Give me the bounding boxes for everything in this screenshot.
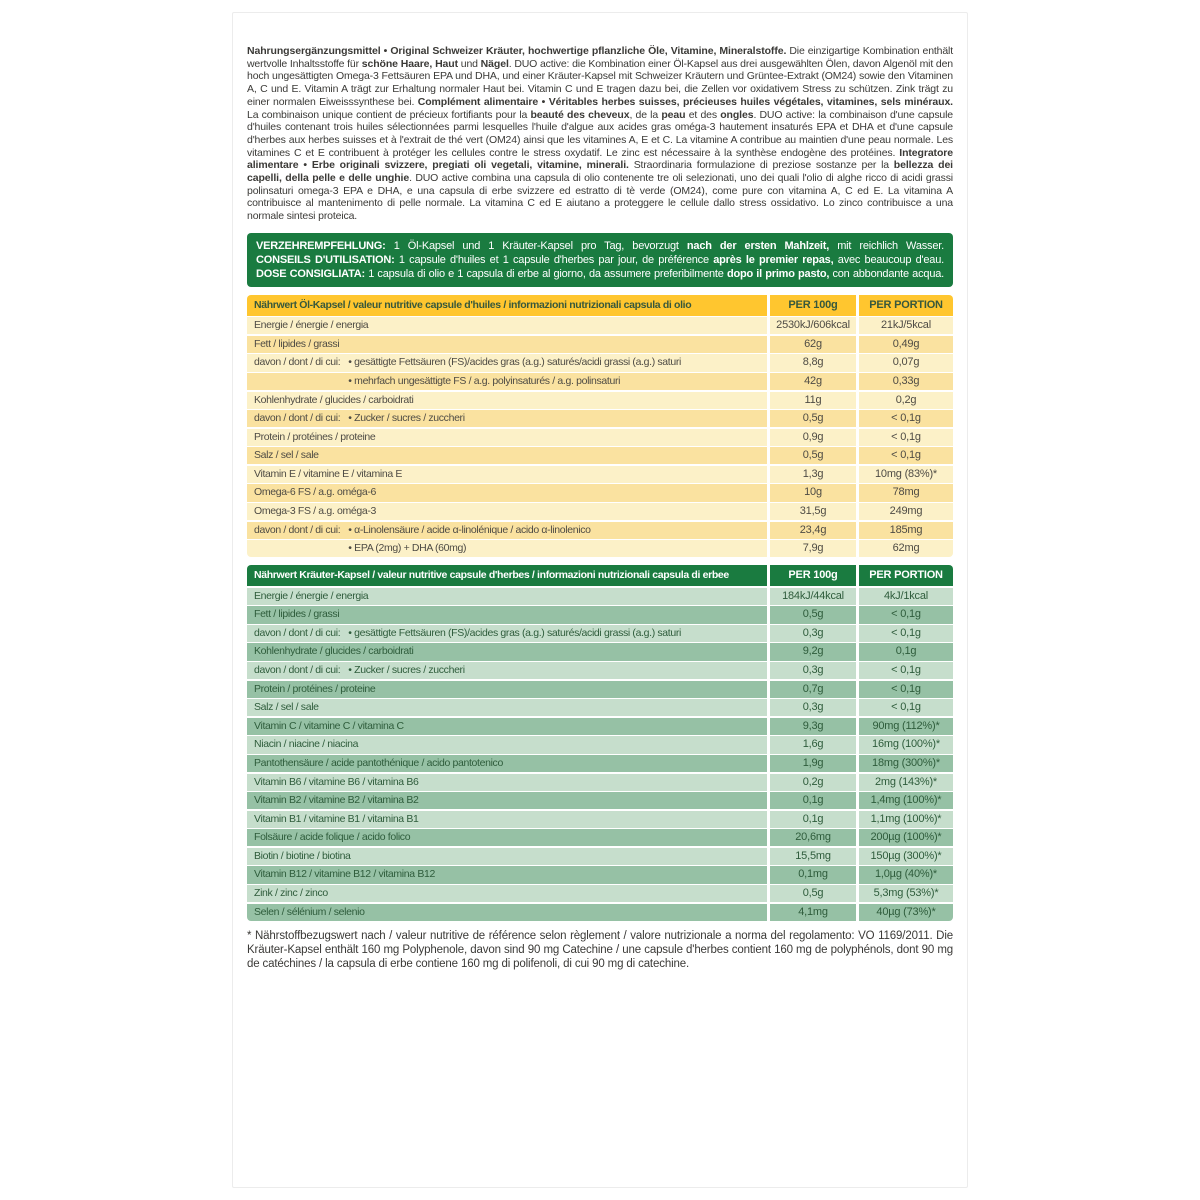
text-segment: . DUO active: la combinaison d'une capsule d'huiles contenant trois huiles sélectionnées parmi lesquelles l'huile d'algue aux acides gras oméga-3 hautement insaturés EPA et DHA et d'une capsule d'herbes aux herbes suisses et à l'extrait de thé vert (OM24) ainsi que les vitamines A, E et C. La vitamine A contribue au maintien d'une peau normale. Les vitamines C et E contribuent à protéger les cellules contre le stress oxydatif. Le zinc est nécessaire à la synthèse endogène des protéines. (247, 108, 953, 159)
value-per-portion: 21kJ/5kcal (859, 317, 953, 334)
row-label-text: • gesättigte Fettsäuren (FS)/acides gras (a.g.) saturés/acidi grassi (a.g.) saturi (348, 626, 681, 639)
table-row (247, 392, 953, 409)
row-label-prefix: davon / dont / di cui: (254, 412, 341, 425)
table-row (247, 643, 953, 660)
value-per-100g: 9,3g (770, 718, 856, 735)
label-content (247, 13, 953, 971)
text-segment: 1 capsule d'huiles et 1 capsule d'herbes par jour, de préférence (394, 253, 714, 266)
value-per-100g: 0,3g (770, 699, 856, 716)
text-segment: La combinaison unique contient de précieux fortifiants pour la (247, 108, 531, 121)
text-segment: . DUO active combina una capsula di olio contenente tre oli selezionati, uno dei quali l'olio di alghe ricco di acidi grassi polinsaturi omega-3 EPA e DHA, e una capsula di erbe svizzere ed estratto di tè verde (OM24), come pure con vitamina A, C ed E. La vitamina A contribuisce al mantenimento di pelle normale. La vitamina C ed E aiutano a proteggere le cellule dallo stress ossidativo. Lo zinco contribuisce a una normale sintesi proteica. (247, 172, 953, 223)
row-label (247, 373, 767, 390)
value-per-portion: 0,1g (859, 643, 953, 660)
row-label-prefix: davon / dont / di cui: (254, 626, 341, 639)
table-row (247, 484, 953, 501)
row-label (247, 866, 767, 883)
value-per-100g: 31,5g (770, 503, 856, 520)
table-row (247, 848, 953, 865)
row-label (247, 792, 767, 809)
value-per-100g: 10g (770, 484, 856, 501)
table-row (247, 317, 953, 334)
usage-line-german (256, 239, 944, 253)
value-per-100g: 184kJ/44kcal (770, 588, 856, 605)
value-per-portion: 18mg (300%)* (859, 755, 953, 772)
row-label (247, 829, 767, 846)
row-label (247, 625, 767, 642)
row-label-text: Kohlenhydrate / glucides / carboidrati (254, 393, 414, 406)
value-per-100g: 15,5mg (770, 848, 856, 865)
value-per-100g: 23,4g (770, 522, 856, 539)
text-segment: con abbondante acqua. (829, 267, 945, 280)
row-label-text: Salz / sel / sale (254, 701, 319, 714)
herb-nutrition-table (247, 565, 953, 920)
row-label (247, 466, 767, 483)
text-segment: Straordinaria formulazione di preziose sostanze per la (628, 159, 894, 172)
value-per-portion: 249mg (859, 503, 953, 520)
row-label-text: Niacin / niacine / niacina (254, 738, 359, 751)
bold-text-segment: dopo il primo pasto, (726, 267, 830, 280)
row-label-text: Vitamin C / vitamine C / vitamina C (254, 719, 404, 732)
table-row (247, 699, 953, 716)
value-per-100g: 62g (770, 336, 856, 353)
oil-table-title: Nährwert Öl-Kapsel / valeur nutritive capsule d'huiles / informazioni nutrizionali capsula di olio (247, 295, 767, 316)
value-per-portion: 40µg (73%)* (859, 904, 953, 921)
value-per-100g: 1,6g (770, 736, 856, 753)
value-per-100g: 7,9g (770, 540, 856, 557)
herb-table-col-per100g: PER 100g (770, 565, 856, 586)
oil-table-rows (247, 317, 953, 557)
value-per-100g: 1,9g (770, 755, 856, 772)
row-label-text: Zink / zinc / zinco (254, 887, 328, 899)
value-per-portion: < 0,1g (859, 447, 953, 464)
table-row (247, 774, 953, 791)
value-per-100g: 4,1mg (770, 904, 856, 921)
bold-text-segment: Nahrungsergänzungsmittel • Original Schweizer Kräuter, hochwertige pflanzliche Öle, Vitamine, Mineralstoffe. (247, 45, 787, 57)
product-description (247, 45, 953, 223)
value-per-portion: 1,1mg (100%)* (859, 811, 953, 828)
value-per-100g: 0,2g (770, 774, 856, 791)
bold-text-segment: après le premier repas, (713, 253, 834, 266)
bold-text-segment: Complément alimentaire • Véritables herbes suisses, précieuses huiles végétales, vitamines, sels minéraux. (417, 95, 953, 108)
row-label (247, 484, 767, 501)
row-label (247, 699, 767, 716)
row-label-prefix: davon / dont / di cui: (254, 356, 341, 369)
row-label (247, 503, 767, 520)
value-per-100g: 0,1g (770, 792, 856, 809)
bold-text-segment: Nägel (480, 57, 509, 70)
value-per-100g: 0,5g (770, 447, 856, 464)
value-per-100g: 1,3g (770, 466, 856, 483)
table-row (247, 662, 953, 679)
row-label (247, 885, 767, 902)
row-label (247, 317, 767, 334)
row-label (247, 904, 767, 921)
value-per-100g: 2530kJ/606kcal (770, 317, 856, 334)
oil-table-col-per100g: PER 100g (770, 295, 856, 316)
table-row (247, 429, 953, 446)
bold-text-segment: DOSE CONSIGLIATA: (256, 267, 366, 280)
value-per-100g: 0,9g (770, 429, 856, 446)
value-per-100g: 8,8g (770, 354, 856, 371)
table-row (247, 410, 953, 427)
value-per-portion: 10mg (83%)* (859, 466, 953, 483)
row-label (247, 848, 767, 865)
row-label (247, 410, 767, 427)
bold-text-segment: peau (661, 108, 686, 121)
value-per-100g: 0,3g (770, 625, 856, 642)
table-row (247, 811, 953, 828)
text-segment: * Nährstoffbezugswert nach / valeur nutritive de référence selon règlement / valore nutrizionale a norma del regolamento: VO 1169/2011. Die Kräuter-Kapsel enthält 160 mg Polyphenole, davon sind 90 mg Catechine / une capsule d'herbes contient 160 mg de polyphénols, dont 90 mg de catéchines / la capsula di erbe contiene 160 mg di polifenoli, di cui 90 mg di catechine. (247, 929, 953, 971)
row-label (247, 755, 767, 772)
row-label (247, 811, 767, 828)
row-label (247, 681, 767, 698)
usage-line-french (256, 253, 944, 267)
row-label-text: Fett / lipides / grassi (254, 608, 340, 621)
value-per-100g: 9,2g (770, 643, 856, 660)
table-row (247, 866, 953, 883)
value-per-portion: 0,33g (859, 373, 953, 390)
herb-table-rows (247, 588, 953, 921)
row-label-text: Omega-3 FS / a.g. oméga-3 (254, 505, 376, 518)
row-label-text: Energie / énergie / energia (254, 319, 369, 332)
row-label-text: Omega-6 FS / a.g. oméga-6 (254, 486, 376, 499)
value-per-portion: 0,2g (859, 392, 953, 409)
value-per-portion: 150µg (300%)* (859, 848, 953, 865)
value-per-100g: 0,5g (770, 410, 856, 427)
nutrition-footnote (247, 929, 953, 972)
row-label-text: Selen / sélénium / selenio (254, 905, 365, 918)
row-label-text: • mehrfach ungesättigte FS / a.g. polyinsaturés / a.g. polinsaturi (348, 374, 621, 387)
value-per-portion: < 0,1g (859, 429, 953, 446)
value-per-portion: 2mg (143%)* (859, 774, 953, 791)
value-per-portion: < 0,1g (859, 662, 953, 679)
value-per-portion: 90mg (112%)* (859, 718, 953, 735)
text-segment: et des (685, 108, 721, 121)
row-label-text: • Zucker / sucres / zuccheri (348, 664, 465, 677)
row-label (247, 429, 767, 446)
table-row (247, 606, 953, 623)
value-per-portion: 200µg (100%)* (859, 829, 953, 846)
herb-table-title: Nährwert Kräuter-Kapsel / valeur nutritive capsule d'herbes / informazioni nutrizionali capsula di erbee (247, 565, 767, 586)
row-label-text: Folsäure / acide folique / acido folico (254, 831, 411, 844)
value-per-100g: 42g (770, 373, 856, 390)
oil-nutrition-table (247, 295, 953, 558)
row-label (247, 588, 767, 605)
table-row (247, 755, 953, 772)
herb-table-col-per-portion: PER PORTION (859, 565, 953, 586)
row-label-text: • EPA (2mg) + DHA (60mg) (348, 542, 467, 555)
value-per-portion: 0,49g (859, 336, 953, 353)
row-label (247, 718, 767, 735)
value-per-100g: 0,1g (770, 811, 856, 828)
bold-text-segment: CONSEILS D'UTILISATION: (256, 253, 395, 266)
row-label-text: • Zucker / sucres / zuccheri (348, 412, 465, 425)
value-per-portion: 0,07g (859, 354, 953, 371)
bold-text-segment: nach der ersten Mahlzeit, (686, 239, 830, 252)
row-label-text: Vitamin B12 / vitamine B12 / vitamina B12 (254, 868, 435, 881)
text-segment: und (458, 57, 481, 70)
table-row (247, 522, 953, 539)
value-per-portion: 78mg (859, 484, 953, 501)
row-label-text: Pantothensäure / acide pantothénique / acido pantotenico (254, 756, 503, 769)
table-row (247, 625, 953, 642)
herb-table-header (247, 565, 953, 586)
row-label-text: Vitamin B1 / vitamine B1 / vitamina B1 (254, 812, 419, 825)
value-per-portion: < 0,1g (859, 699, 953, 716)
table-row (247, 829, 953, 846)
value-per-portion: 16mg (100%)* (859, 736, 953, 753)
usage-line-italian (256, 267, 944, 281)
row-label (247, 522, 767, 539)
value-per-100g: 20,6mg (770, 829, 856, 846)
package-back-panel (232, 12, 968, 1188)
usage-instructions-box (247, 233, 953, 287)
bold-text-segment: VERZEHREMPFEHLUNG: (256, 239, 386, 252)
value-per-100g: 0,3g (770, 662, 856, 679)
oil-table-header (247, 295, 953, 316)
value-per-portion: < 0,1g (859, 606, 953, 623)
table-row (247, 354, 953, 371)
value-per-portion: 1,4mg (100%)* (859, 792, 953, 809)
text-segment: , de la (629, 108, 662, 121)
row-label-text: Vitamin B6 / vitamine B6 / vitamina B6 (254, 775, 419, 788)
row-label (247, 392, 767, 409)
value-per-portion: 1,0µg (40%)* (859, 866, 953, 883)
table-row (247, 336, 953, 353)
value-per-100g: 11g (770, 392, 856, 409)
table-row (247, 373, 953, 390)
oil-table-col-per-portion: PER PORTION (859, 295, 953, 316)
table-row (247, 466, 953, 483)
table-row (247, 588, 953, 605)
bold-text-segment: Integratore alimentare • Erbe originali svizzere, pregiati oli vegetali, vitamine, minerali. (247, 146, 953, 172)
row-label (247, 606, 767, 623)
text-segment: . DUO active: die Kombination einer Öl-Kapsel aus drei ausgewählten Ölen, davon Algenöl mit den hoch ungesättigten Omega-3 Fettsäuren EPA und DHA, und einer Kräuter-Kapsel mit Schweizer Kräutern und Grüntee-Extrakt (OM24) sowie den Vitaminen A, C und E. Vitamin A trägt zur Erhaltung normaler Haut bei. Vitamin C und E tragen dazu bei, die Zellen vor oxidativem Stress zu schützen. Zink trägt zu einer normalen Eiweisssynthese bei. (247, 57, 953, 108)
table-row (247, 503, 953, 520)
value-per-100g: 0,7g (770, 681, 856, 698)
row-label (247, 643, 767, 660)
text-segment: mit reichlich Wasser. (829, 239, 944, 252)
row-label-text: Vitamin B2 / vitamine B2 / vitamina B2 (254, 794, 419, 807)
row-label-text: • gesättigte Fettsäuren (FS)/acides gras (a.g.) saturés/acidi grassi (a.g.) saturi (348, 356, 681, 369)
row-label-text: Energie / énergie / energia (254, 589, 369, 602)
row-label-text: • α-Linolensäure / acide α-linolénique / acido α-linolenico (348, 523, 591, 536)
bold-text-segment: ongles (720, 108, 754, 121)
row-label-text: Vitamin E / vitamine E / vitamina E (254, 467, 403, 480)
value-per-portion: < 0,1g (859, 410, 953, 427)
row-label-text: Salz / sel / sale (254, 449, 319, 462)
value-per-100g: 0,1mg (770, 866, 856, 883)
value-per-portion: 5,3mg (53%)* (859, 885, 953, 902)
row-label-text: Kohlenhydrate / glucides / carboidrati (254, 645, 414, 658)
row-label (247, 447, 767, 464)
row-label-text: Fett / lipides / grassi (254, 337, 340, 350)
table-row (247, 792, 953, 809)
table-row (247, 718, 953, 735)
table-row (247, 885, 953, 902)
value-per-portion: < 0,1g (859, 625, 953, 642)
row-label (247, 774, 767, 791)
row-label-prefix: davon / dont / di cui: (254, 664, 341, 677)
row-label (247, 662, 767, 679)
row-label (247, 336, 767, 353)
text-segment: Die einzigartige Kombination enthält wertvolle Inhaltsstoffe für (247, 45, 953, 70)
row-label (247, 736, 767, 753)
table-row (247, 736, 953, 753)
value-per-portion: < 0,1g (859, 681, 953, 698)
table-row (247, 681, 953, 698)
row-label-text: Protein / protéines / proteine (254, 682, 376, 695)
value-per-100g: 0,5g (770, 885, 856, 902)
value-per-100g: 0,5g (770, 606, 856, 623)
row-label-text: Biotin / biotine / biotina (254, 849, 351, 862)
row-label-text: Protein / protéines / proteine (254, 430, 376, 443)
table-row (247, 447, 953, 464)
bold-text-segment: bellezza dei capelli, della pelle e delle unghie (247, 159, 953, 185)
bold-text-segment: beauté des cheveux (530, 108, 630, 121)
row-label (247, 540, 767, 557)
value-per-portion: 4kJ/1kcal (859, 588, 953, 605)
text-segment: avec beaucoup d'eau. (833, 253, 944, 266)
bold-text-segment: schöne Haare, Haut (361, 57, 459, 70)
table-row (247, 540, 953, 557)
text-segment: 1 Öl-Kapsel und 1 Kräuter-Kapsel pro Tag, bevorzugt (385, 239, 687, 252)
value-per-portion: 62mg (859, 540, 953, 557)
text-segment: 1 capsula di olio e 1 capsula di erbe al giorno, da assumere preferibilmente (365, 267, 727, 280)
table-row (247, 904, 953, 921)
value-per-portion: 185mg (859, 522, 953, 539)
row-label (247, 354, 767, 371)
row-label-prefix: davon / dont / di cui: (254, 523, 341, 536)
